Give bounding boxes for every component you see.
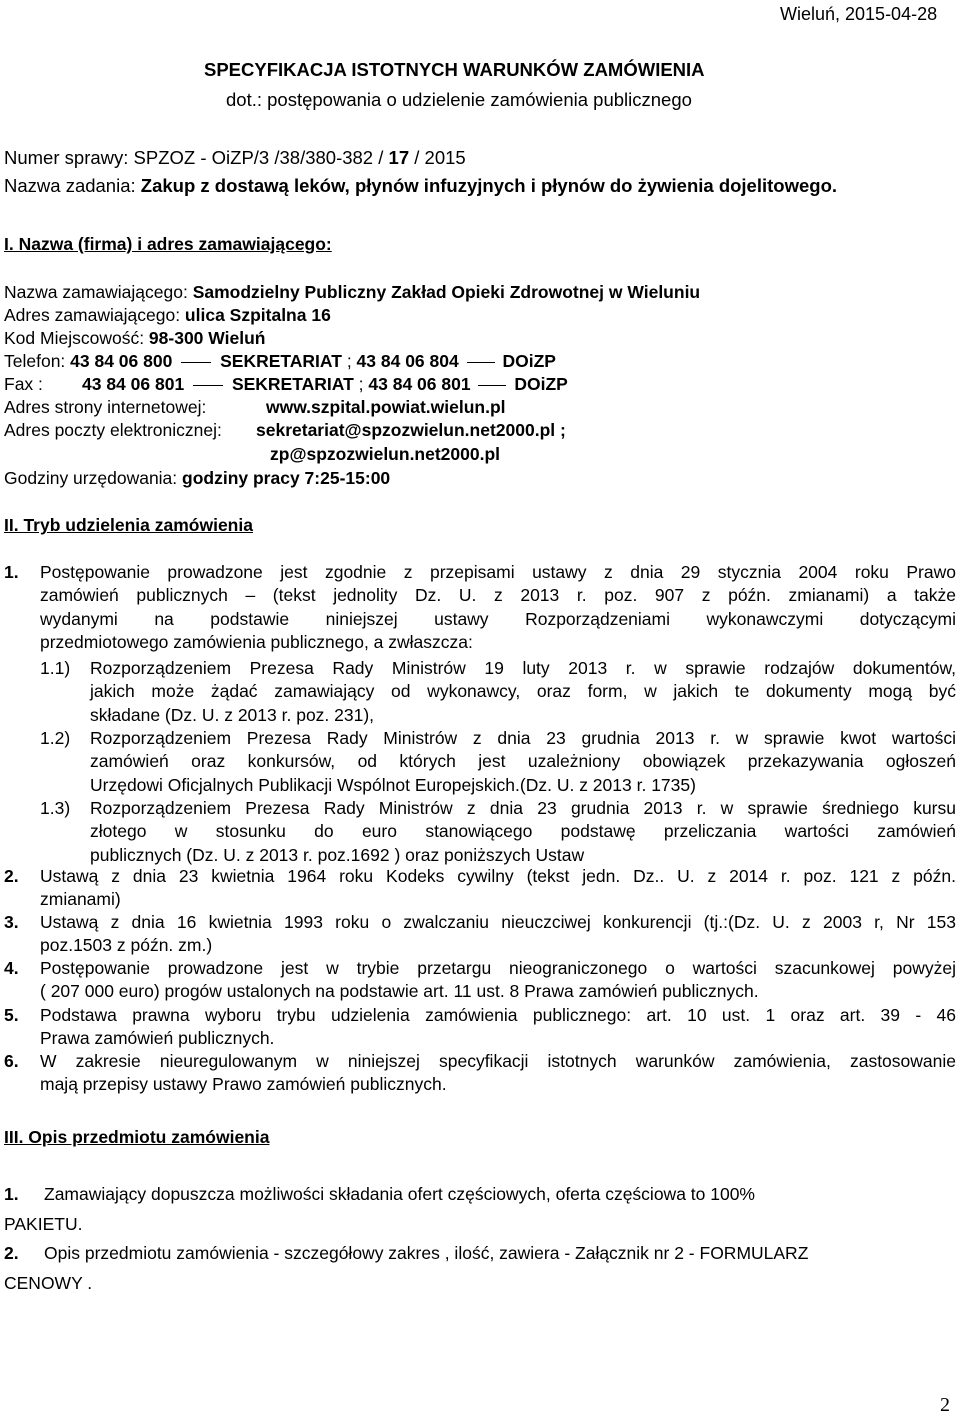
document-title: SPECYFIKACJA ISTOTNYCH WARUNKÓW ZAMÓWIENIA — [204, 59, 705, 80]
section-3-item-1: 1. Zamawiający dopuszcza możliwości składania ofert częściowych, oferta częściowa to 100% — [4, 1184, 755, 1204]
task-name-value: Zakup z dostawą leków, płynów infuzyjnych i płynów do żywienia dojelitowego. — [140, 175, 838, 196]
section-2-item-line: zmianami) — [40, 889, 121, 910]
orderer-name: Nazwa zamawiającego: Samodzielny Publiczny Zakład Opieki Zdrowotnej w Wieluniu — [4, 282, 701, 302]
section-2-item-number: 1.3) — [40, 798, 71, 818]
section-2-item-line: poz.1503 z późn. zm.) — [40, 935, 213, 956]
document-date: Wieluń, 2015-04-28 — [780, 4, 938, 24]
task-name: Nazwa zadania: Zakup z dostawą leków, płynów infuzyjnych i płynów do żywienia dojelitowego. — [4, 175, 838, 196]
orderer-phone: Telefon: 43 84 06 800 SEKRETARIAT ; 43 84 06 804 DOiZP — [4, 351, 556, 371]
section-2-item-line: Rozporządzeniem Prezesa Rady Ministrów z dnia 23 grudnia 2013 r. w sprawie kwot wartości — [90, 728, 956, 748]
orderer-city: Kod Miejscowość: 98-300 Wieluń — [4, 328, 266, 348]
orderer-email: Adres poczty elektronicznej: sekretariat@spzozwielun.net2000.pl ; — [4, 420, 566, 440]
section-2-item-line: wydanymi na podstawie niniejszej ustawy Rozporządzeniami wykonawczymi dotyczącymi — [40, 608, 956, 629]
section-2-item-line: Prawa zamówień publicznych. — [40, 1028, 275, 1049]
section-2-item-line: złotego w stosunku do euro stanowiącego podstawę przeliczania wartości zamówień — [90, 821, 956, 842]
section-2-item-line: Rozporządzeniem Prezesa Rady Ministrów z dnia 23 grudnia 2013 r. w sprawie średniego kursu — [90, 798, 956, 818]
section-2-item-line: Postępowanie prowadzone jest w trybie przetargu nieograniczonego o wartości szacunkowej powyżej — [40, 958, 956, 978]
section-2-item-line: składane (Dz. U. z 2013 r. poz. 231), — [90, 704, 375, 725]
section-2-item-line: przedmiotowego zamówienia publicznego, a zwłaszcza: — [40, 631, 473, 652]
section-2-item-line: jakich może żądać zamawiający od wykonawcy, oraz form, w jakich te dokumenty mogą być — [90, 681, 956, 702]
section-1-heading: I. Nazwa (firma) i adres zamawiającego: — [4, 234, 332, 254]
section-2-item-number: 4. — [4, 958, 19, 978]
orderer-website: Adres strony internetowej: www.szpital.powiat.wielun.pl — [4, 397, 506, 417]
section-2-item-line: W zakresie nieuregulowanym w niniejszej specyfikacji istotnych warunków zamówienia, zastosowanie — [40, 1051, 956, 1071]
orderer-fax: Fax : 43 84 06 801 SEKRETARIAT ; 43 84 06 801 DOiZP — [4, 374, 568, 394]
website-link[interactable]: www.szpital.powiat.wielun.pl — [266, 397, 506, 417]
section-2-item-number: 5. — [4, 1005, 19, 1025]
section-2-item-number: 6. — [4, 1051, 19, 1071]
section-2-item-line: ( 207 000 euro) progów ustalonych na podstawie art. 11 ust. 8 Prawa zamówień publicznych. — [40, 981, 759, 1002]
section-2-item-line: mają przepisy ustawy Prawo zamówień publicznych. — [40, 1074, 447, 1095]
section-2-item-line: publicznych (Dz. U. z 2013 r. poz.1692 ) oraz poniższych Ustaw — [90, 844, 585, 865]
section-2-item-line: zamówień oraz konkursów, od których jest uzależniony obowiązek przekazywania ogłoszeń — [90, 751, 956, 772]
document-subtitle: dot.: postępowania o udzielenie zamówienia publicznego — [226, 89, 692, 110]
section-2-item-number: 1.2) — [40, 728, 71, 748]
office-hours: Godziny urzędowania: godziny pracy 7:25-15:00 — [4, 468, 391, 488]
section-2-item-line: zamówień publicznych – (tekst jednolity Dz. U. z 2013 r. poz. 907 z późn. zmianami) a także — [40, 585, 956, 606]
section-3-item-2: 2. Opis przedmiotu zamówienia - szczegółowy zakres , ilość, zawiera - Załącznik nr 2 - FORMULARZ — [4, 1243, 809, 1263]
section-2-item-line: Podstawa prawna wyboru trybu udzielenia zamówienia publicznego: art. 10 ust. 1 oraz art. 39 - 46 — [40, 1005, 956, 1025]
section-2-item-line: Postępowanie prowadzone jest zgodnie z przepisami ustawy z dnia 29 stycznia 2004 roku Prawo — [40, 562, 956, 582]
email-link-1[interactable]: sekretariat@spzozwielun.net2000.pl ; — [256, 420, 566, 440]
orderer-address: Adres zamawiającego: ulica Szpitalna 16 — [4, 305, 331, 325]
section-2-item-line: Ustawą z dnia 16 kwietnia 1993 roku o zwalczaniu nieuczciwej konkurencji (tj.:(Dz. U. z 2003 r, Nr 153 — [40, 912, 956, 932]
section-3-item-2-cont: CENOWY . — [4, 1273, 93, 1293]
section-2-item-number: 2. — [4, 866, 19, 886]
section-2-item-line: Urzędowi Oficjalnych Publikacji Wspólnot Europejskich.(Dz. U. z 2013 r. 1735) — [90, 774, 696, 795]
section-3-heading: III. Opis przedmiotu zamówienia — [4, 1127, 270, 1147]
section-2-item-number: 1. — [4, 562, 19, 582]
section-2-item-number: 3. — [4, 912, 19, 932]
section-3-item-1-cont: PAKIETU. — [4, 1214, 83, 1234]
case-number: Numer sprawy: SPZOZ - OiZP/3 /38/380-382 / 17 / 2015 — [4, 147, 466, 168]
section-2-heading: II. Tryb udzielenia zamówienia — [4, 515, 253, 535]
section-2-item-line: Rozporządzeniem Prezesa Rady Ministrów 19 luty 2013 r. w sprawie rodzajów dokumentów, — [90, 658, 956, 678]
section-2-item-number: 1.1) — [40, 658, 71, 678]
email-link-2[interactable]: zp@spzozwielun.net2000.pl — [270, 444, 501, 464]
page-number: 2 — [940, 1394, 950, 1416]
section-2-item-line: Ustawą z dnia 23 kwietnia 1964 roku Kodeks cywilny (tekst jedn. Dz.. U. z 2014 r. poz. 121 z późn. — [40, 866, 956, 886]
